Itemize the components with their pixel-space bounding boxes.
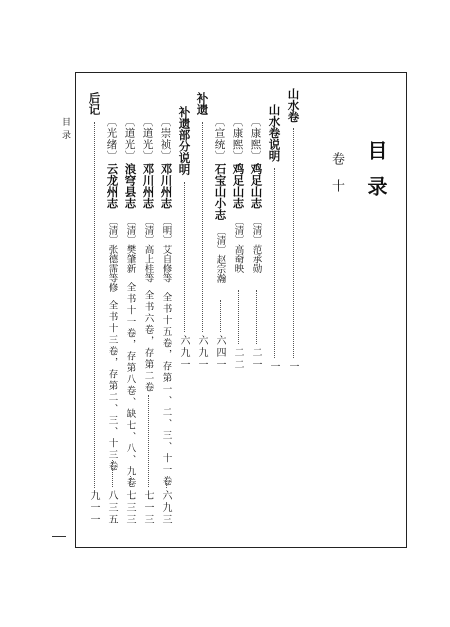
dot-leader [112, 460, 113, 487]
toc-entry-note: 全书十五卷，存第一、二、三、十一卷 [160, 292, 172, 488]
toc-entry-title[interactable]: 补遗 [195, 92, 210, 115]
toc-entry-editor: 〔清〕樊肇新 [124, 216, 136, 273]
toc-entry-era: 〔宣统〕 [213, 116, 226, 162]
toc-page-number: 六九一 [178, 335, 189, 371]
toc-page-number: 六四一 [214, 335, 225, 371]
toc-entry-title[interactable]: 浪穹县志 [123, 163, 138, 209]
toc-entry-era: 〔康熙〕 [249, 116, 262, 162]
dot-leader [166, 478, 167, 488]
toc-entry-title[interactable]: 山水卷说明 [267, 104, 282, 162]
toc-entry-editor: 〔清〕赵宗瀚 [214, 226, 226, 283]
toc-page-number: 八三五 [106, 490, 117, 526]
dot-leader [293, 128, 294, 358]
toc-entry-title[interactable]: 邓川州志 [141, 163, 156, 209]
toc-page-number: 一 [268, 361, 279, 373]
toc-page-number: 七一三 [142, 490, 153, 526]
toc-page-number: 六九三 [160, 490, 171, 526]
dot-leader [256, 290, 257, 344]
toc-entry-era: 〔道光〕 [123, 116, 136, 162]
dot-leader [184, 182, 185, 332]
dot-leader [202, 122, 203, 332]
toc-entry-era: 〔康熙〕 [231, 116, 244, 162]
toc-entry-title[interactable]: 后记 [87, 92, 102, 115]
dot-leader [220, 300, 221, 332]
toc-page-number: 一 [287, 361, 298, 373]
toc-entry-note: 全书十一卷，存第八卷、缺七、八、九卷 [124, 282, 136, 489]
toc-entry-era: 〔光绪〕 [105, 116, 118, 162]
toc-entry-title[interactable]: 山水卷 [286, 88, 301, 123]
dot-leader [238, 290, 239, 344]
dot-leader [130, 476, 131, 487]
toc-entry-era: 〔崇祯〕 [159, 116, 172, 162]
toc-entry-title[interactable]: 云龙州志 [105, 163, 120, 209]
toc-entry-editor: 〔清〕范承勋 [250, 216, 262, 273]
toc-entry-title[interactable]: 鸡足山志 [231, 163, 246, 209]
toc-entry-title[interactable]: 补遗部分说明 [177, 106, 192, 175]
toc-entry-title[interactable]: 邓川州志 [159, 163, 174, 209]
volume-subtitle: 卷十 [329, 152, 344, 206]
margin-label: 目录 [60, 117, 70, 143]
folio-mark [52, 536, 66, 537]
toc-entry-editor: 〔明〕艾自修等 [160, 216, 172, 283]
page-title: 目录 [364, 140, 388, 212]
toc-page-number: 九一一 [88, 490, 99, 526]
toc-page-number: 二一 [250, 347, 261, 371]
toc-page-number: 二二 [232, 347, 243, 371]
toc-entry-editor: 〔清〕张德霈等修 [106, 216, 118, 292]
toc-entry-editor: 〔清〕高奣映 [232, 216, 244, 273]
toc-entry-title[interactable]: 鸡足山志 [249, 163, 264, 209]
dot-leader [274, 168, 275, 358]
toc-entry-note: 全书六卷，存第二卷 [142, 290, 154, 394]
toc-page-number: 六九一 [196, 335, 207, 371]
toc-page-number: 七三三 [124, 490, 135, 526]
toc-entry-editor: 〔清〕高上桂等 [142, 216, 154, 283]
toc-entry-note: 全书十三卷，存第二、三、十三卷 [106, 300, 118, 473]
dot-leader [94, 122, 95, 488]
toc-entry-era: 〔道光〕 [141, 116, 154, 162]
dot-leader [148, 395, 149, 487]
toc-entry-title[interactable]: 石宝山小志 [213, 163, 228, 221]
